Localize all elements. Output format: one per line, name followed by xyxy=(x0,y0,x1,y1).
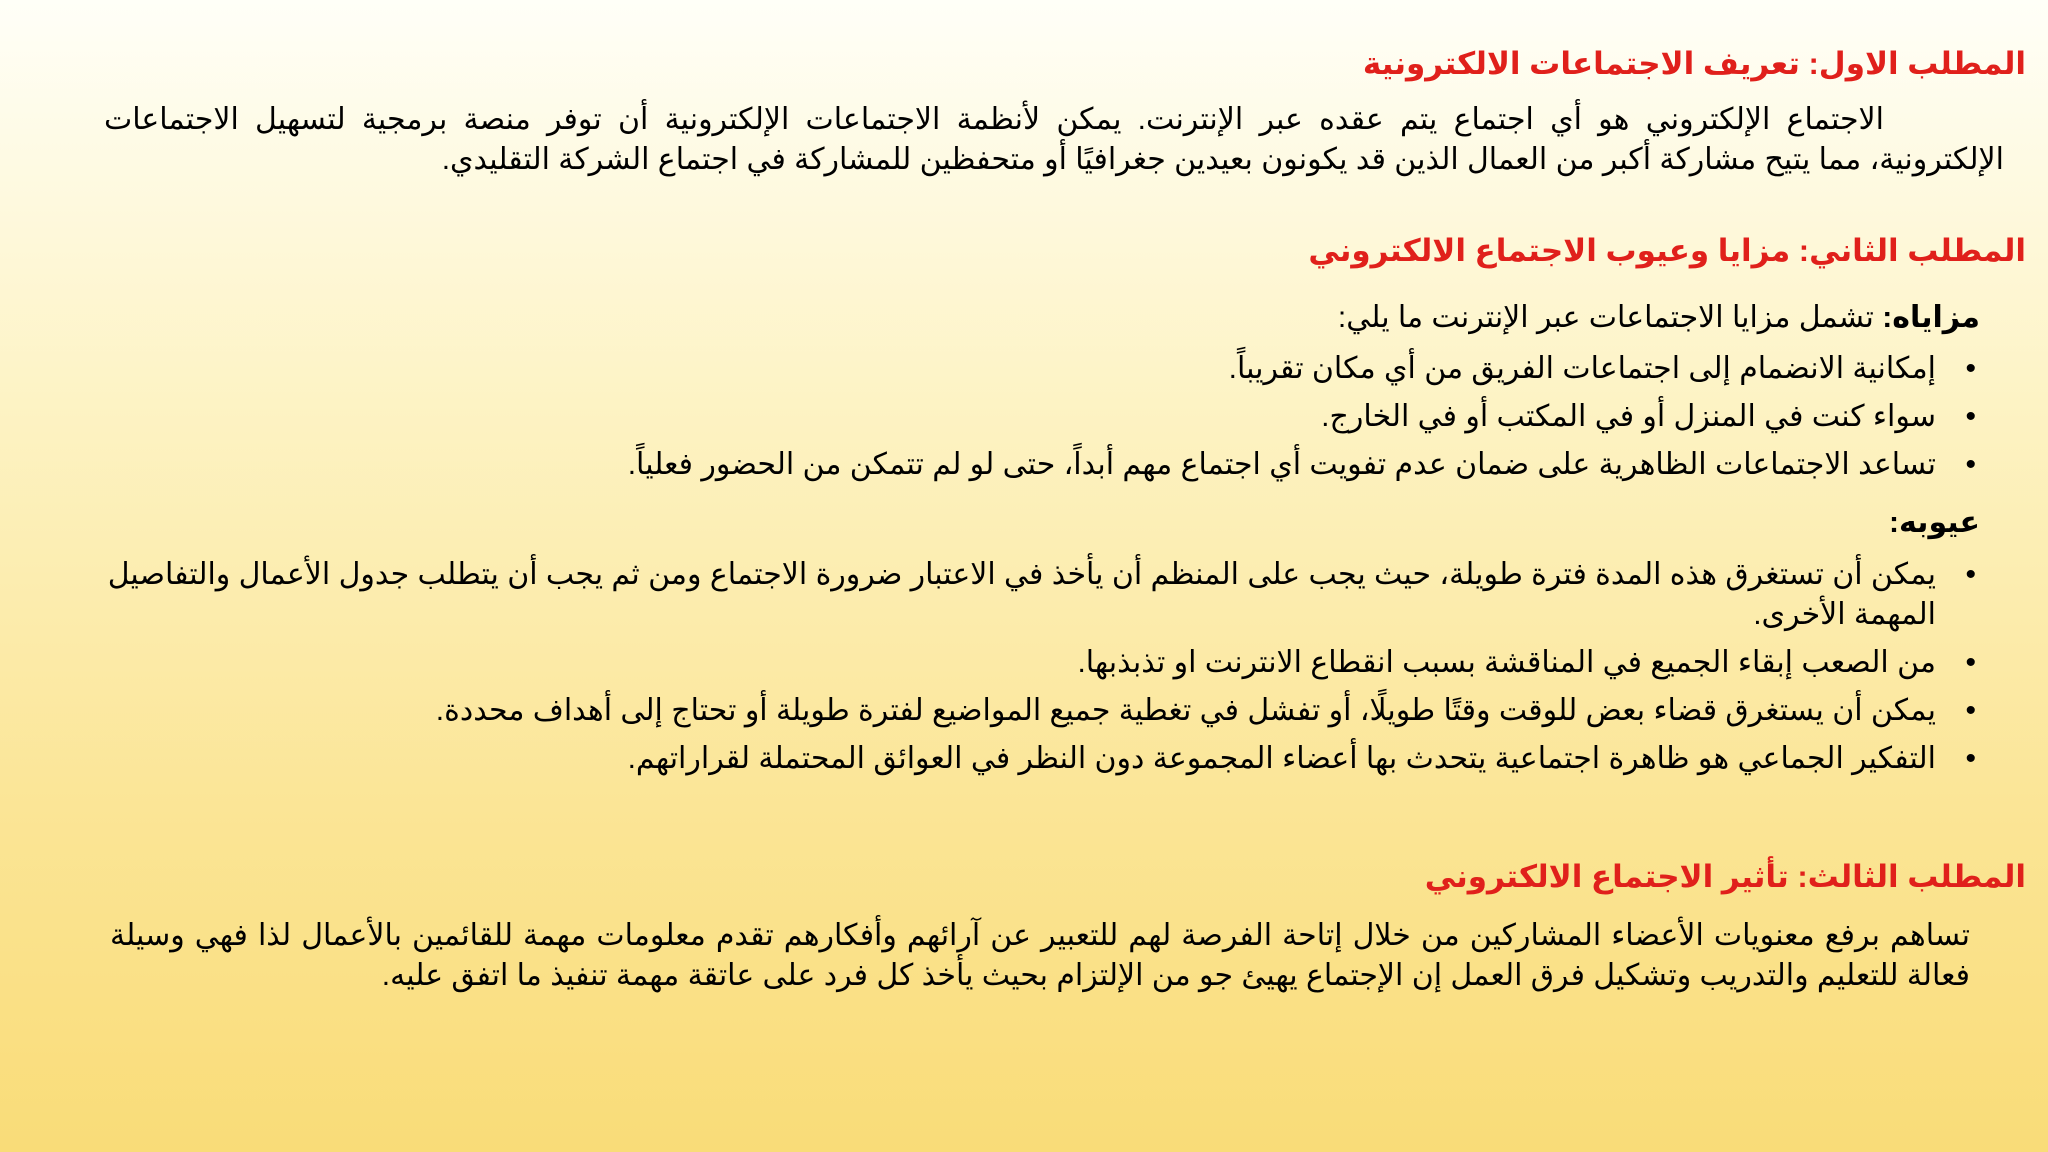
advantages-list xyxy=(100,349,1980,493)
advantage-item: • سواء كنت في المنزل أو في المكتب أو في الخارج. xyxy=(100,397,1980,437)
disadvantage-item: • من الصعب إبقاء الجميع في المناقشة بسبب انقطاع الانترنت او تذبذبها. xyxy=(100,643,1980,683)
advantages-label: مزاياه: xyxy=(1882,301,1980,334)
section2-heading: المطلب الثاني: مزايا وعيوب الاجتماع الالكتروني xyxy=(1308,233,2026,268)
section1-heading: المطلب الاول: تعريف الاجتماعات الالكترونية xyxy=(1362,46,2026,81)
disadvantages-list xyxy=(100,555,1980,786)
advantages-intro-text: تشمل مزايا الاجتماعات عبر الإنترنت ما يلي: xyxy=(1337,301,1883,334)
advantage-item: • تساعد الاجتماعات الظاهرية على ضمان عدم تفويت أي اجتماع مهم أبداً، حتى لو لم تتمكن من الحضور فعلياً. xyxy=(100,445,1980,485)
disadvantage-item: • يمكن أن تستغرق هذه المدة فترة طويلة، حيث يجب على المنظم أن يأخذ في الاعتبار ضرورة الاجتماع ومن ثم يجب أن يتطلب جدول الأعمال والتفاصيل المهمة الأخرى. xyxy=(100,555,1980,635)
section3-heading: المطلب الثالث: تأثير الاجتماع الالكتروني xyxy=(1424,859,2026,894)
advantages-intro xyxy=(1338,300,1980,335)
disadvantage-item: • يمكن أن يستغرق قضاء بعض للوقت وقتًا طويلًا، أو تفشل في تغطية جميع المواضيع لفترة طويلة أو تحتاج إلى أهداف محددة. xyxy=(100,691,1980,731)
disadvantage-item: • التفكير الجماعي هو ظاهرة اجتماعية يتحدث بها أعضاء المجموعة دون النظر في العوائق المحتملة لقراراتهم. xyxy=(100,739,1980,779)
disadvantages-label: عيوبه: xyxy=(1889,506,1980,539)
section3-paragraph: تساهم برفع معنويات الأعضاء المشاركين من خلال إتاحة الفرصة لهم للتعبير عن آرائهم وأفكارهم تقدم معلومات مهمة للقائمين بالأعمال لذا فهي وسيلة فعالة للتعليم والتدريب وتشكيل فرق العمل إن الإجتماع يهيئ جو من الإلتزام بحيث يأخذ كل فرد على عاتقة مهمة تنفيذ ما اتفق عليه. xyxy=(110,919,1970,992)
advantage-item: • إمكانية الانضمام إلى اجتماعات الفريق من أي مكان تقريباً. xyxy=(100,349,1980,389)
section1-paragraph: الاجتماع الإلكتروني هو أي اجتماع يتم عقده عبر الإنترنت. يمكن لأنظمة الاجتماعات الإلكترونية أن توفر منصة برمجية لتسهيل الاجتماعات الإلكترونية، مما يتيح مشاركة أكبر من العمال الذين قد يكونون بعيدين جغرافيًا أو متحفظين للمشاركة في اجتماع الشركة التقليدي. xyxy=(104,103,2004,176)
